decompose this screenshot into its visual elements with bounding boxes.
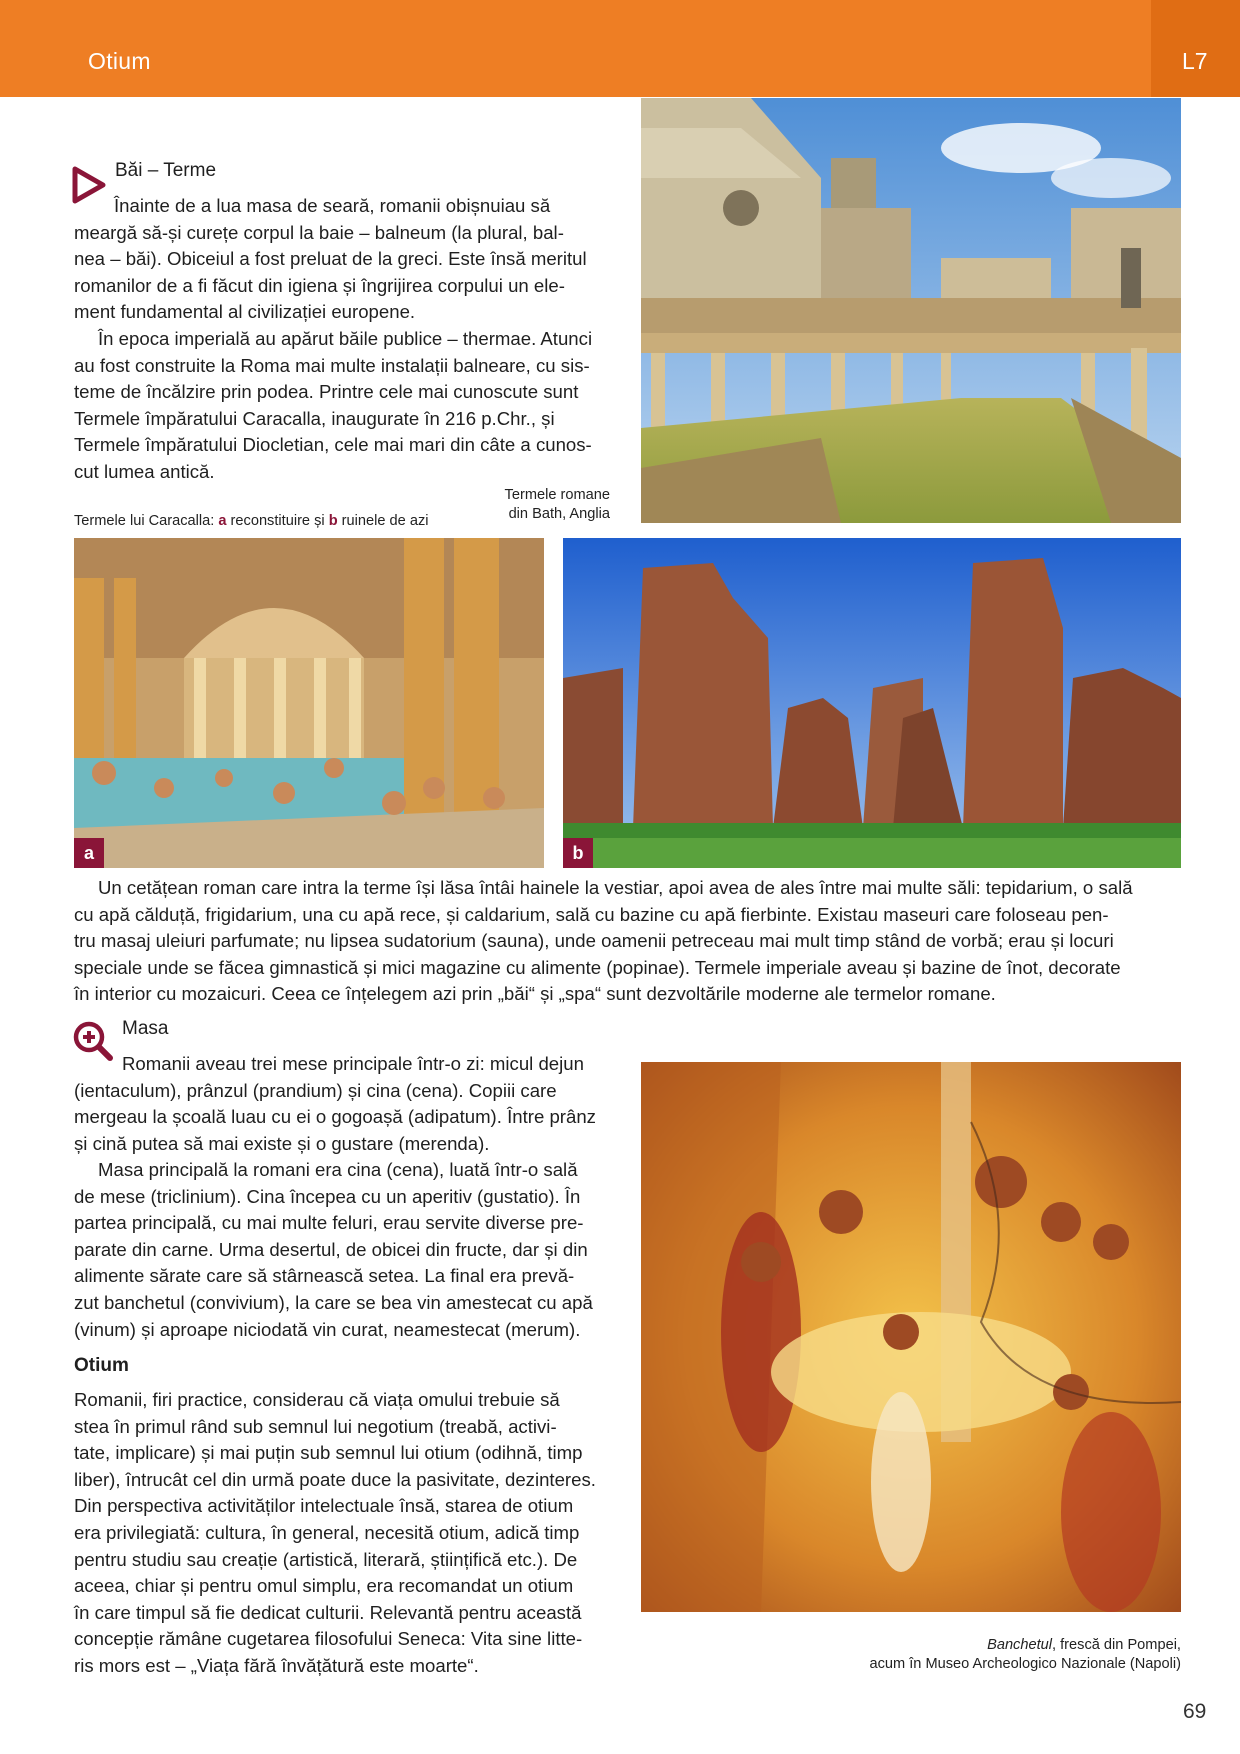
page-number: 69	[1183, 1700, 1207, 1723]
text-line: teme de încălzire prin podea. Printre cele mai cunoscute sunt	[74, 381, 579, 403]
text-line: Romanii, firi practice, considerau că viața omului trebuie să	[74, 1389, 560, 1410]
text-line: aceea, chiar și pentru omul simplu, era recomandat un otium	[74, 1575, 574, 1597]
caption-line: din Bath, Anglia	[508, 506, 610, 522]
text-line: nea – băi). Obiceiul a fost preluat de la greci. Este însă meritul	[74, 248, 587, 270]
masa-paragraph-2	[74, 1157, 616, 1343]
text-line: în interior cu mozaicuri. Ceea ce înțelegem azi prin „băi“ și „spa“ sunt dezvoltările moderne ale termelor romane.	[74, 983, 996, 1005]
text-line: (vinum) și aproape niciodată vin curat, neamestecat (merum).	[74, 1318, 581, 1340]
text-line: ris mors est – „Viața fără învățătură este moarte“.	[74, 1654, 479, 1676]
otium-paragraph	[74, 1387, 616, 1680]
text-line: stea în primul rând sub semnul lui negotium (treabă, activi-	[74, 1415, 557, 1437]
caption-title: Banchetul	[987, 1637, 1053, 1653]
text-line: speciale unde se făcea gimnastică și mici magazine cu alimente (popinae). Termele imperiale aveau și bazine de înot, decorate	[74, 956, 1121, 978]
text-line: cut lumea antică.	[74, 460, 215, 482]
text-line: cu apă călduță, frigidarium, una cu apă rece, și caldarium, sală cu bazine cu apă fierbinte. Existau maseuri care foloseau pen-	[74, 903, 1109, 925]
chapter-title: Otium	[88, 48, 151, 74]
text-line: romanilor de a fi făcut din igiena și îngrijirea corpului un ele-	[74, 274, 565, 296]
text-line: și cină putea să mai existe și o gustare (merenda).	[74, 1132, 490, 1154]
text-line: era privilegiată: cultura, în general, necesită otium, adică timp	[74, 1521, 580, 1543]
text-line: mergeau la școală luau cu ei o gogoașă (adipatum). Între prânz	[74, 1106, 596, 1128]
section-heading-masa: Masa	[122, 1018, 169, 1039]
text-line: parate din carne. Urma desertul, de obicei din fructe, dar și din	[74, 1238, 588, 1260]
text-line: ment fundamental al civilizației europene.	[74, 301, 416, 323]
caracalla-ruins-photo	[563, 538, 1181, 868]
text-line: Romanii aveau trei mese principale într-o zi: micul dejun	[122, 1053, 584, 1074]
caracalla-reconstruction-image	[74, 538, 544, 868]
caption-line	[741, 1636, 1181, 1655]
page-header	[0, 0, 1240, 97]
text-line: pentru studiu sau creație (artistică, literară, științifică etc.). De	[74, 1548, 578, 1570]
text-line: Termele împăratului Diocletian, cele mai mari din câte a cunos-	[74, 434, 592, 456]
text-line: Înainte de a lua masa de seară, romanii obișnuiau să	[114, 195, 551, 216]
caption-text: , frescă din Pompei,	[1052, 1637, 1181, 1653]
text-line: liber), întrucât cel din urmă poate duce la pasivitate, dezinteres.	[74, 1468, 596, 1490]
caption-text: reconstituire și	[226, 513, 329, 529]
text-line: de mese (triclinium). Cina începea cu un aperitiv (gustatio). În	[74, 1185, 581, 1207]
caption-letter-b: b	[328, 513, 338, 529]
caption-text: Termele lui Caracalla:	[74, 513, 219, 529]
text-line: Din perspectiva activităților intelectuale însă, starea de otium	[74, 1495, 574, 1517]
caption-text: ruinele de azi	[337, 513, 429, 529]
caracalla-caption	[74, 512, 429, 531]
section-heading-otium: Otium	[74, 1355, 129, 1376]
caption-line: acum în Museo Archeologico Nazionale (Napoli)	[869, 1656, 1181, 1672]
roman-baths-bath-photo	[641, 98, 1181, 523]
image-label-b: b	[563, 838, 593, 868]
bai-paragraph-3	[74, 875, 1181, 1008]
text-line: în care timpul să fie dedicat culturii. Relevantă pentru această	[74, 1601, 582, 1623]
text-line: Un cetățean roman care intra la terme își lăsa întâi hainele la vestiar, apoi avea de ales între mai multe săli: tepidarium, o sală	[98, 877, 1133, 898]
text-line: Masa principală la romani era cina (cena), luată într-o sală	[98, 1159, 578, 1180]
banquet-caption	[741, 1636, 1181, 1674]
text-line: (ientaculum), prânzul (prandium) și cina (cena). Copiii care	[74, 1079, 557, 1101]
text-line: partea principală, cu mai multe feluri, erau servite diverse pre-	[74, 1212, 584, 1234]
caption-line: Termele romane	[504, 487, 610, 503]
text-line: concepție rămâne cugetarea filosofului Seneca: Vita sine litte-	[74, 1628, 583, 1650]
text-line: tru masaj uleiuri parfumate; nu lipsea sudatorium (sauna), unde oamenii petreceau mai mult timp stând de vorbă; erau și locuri	[74, 930, 1114, 952]
text-line: meargă să-și curețe corpul la baie – balneum (la plural, bal-	[74, 221, 564, 243]
text-line: Termele împăratului Caracalla, inaugurate în 216 p.Chr., și	[74, 407, 555, 429]
text-line: tate, implicare) și mai puțin sub semnul lui otium (odihnă, timp	[74, 1442, 583, 1464]
caption-letter-a: a	[218, 513, 227, 529]
bath-caption	[460, 486, 610, 524]
image-label-a: a	[74, 838, 104, 868]
bai-paragraph-1	[74, 193, 616, 326]
section-heading-bai: Băi – Terme	[115, 160, 217, 181]
text-line: zut banchetul (convivium), la care se bea vin amestecat cu apă	[74, 1291, 593, 1313]
text-line: În epoca imperială au apărut băile publice – thermae. Atunci	[98, 328, 593, 349]
bai-paragraph-2	[74, 326, 616, 486]
pompeii-banquet-fresco	[641, 1062, 1181, 1612]
text-line: alimente sărate care să stârnească setea. La final era prevă-	[74, 1265, 575, 1287]
lesson-number: L7	[1182, 48, 1208, 74]
masa-paragraph-1	[74, 1051, 616, 1157]
text-line: au fost construite la Roma mai multe instalații balneare, cu sis-	[74, 354, 590, 376]
